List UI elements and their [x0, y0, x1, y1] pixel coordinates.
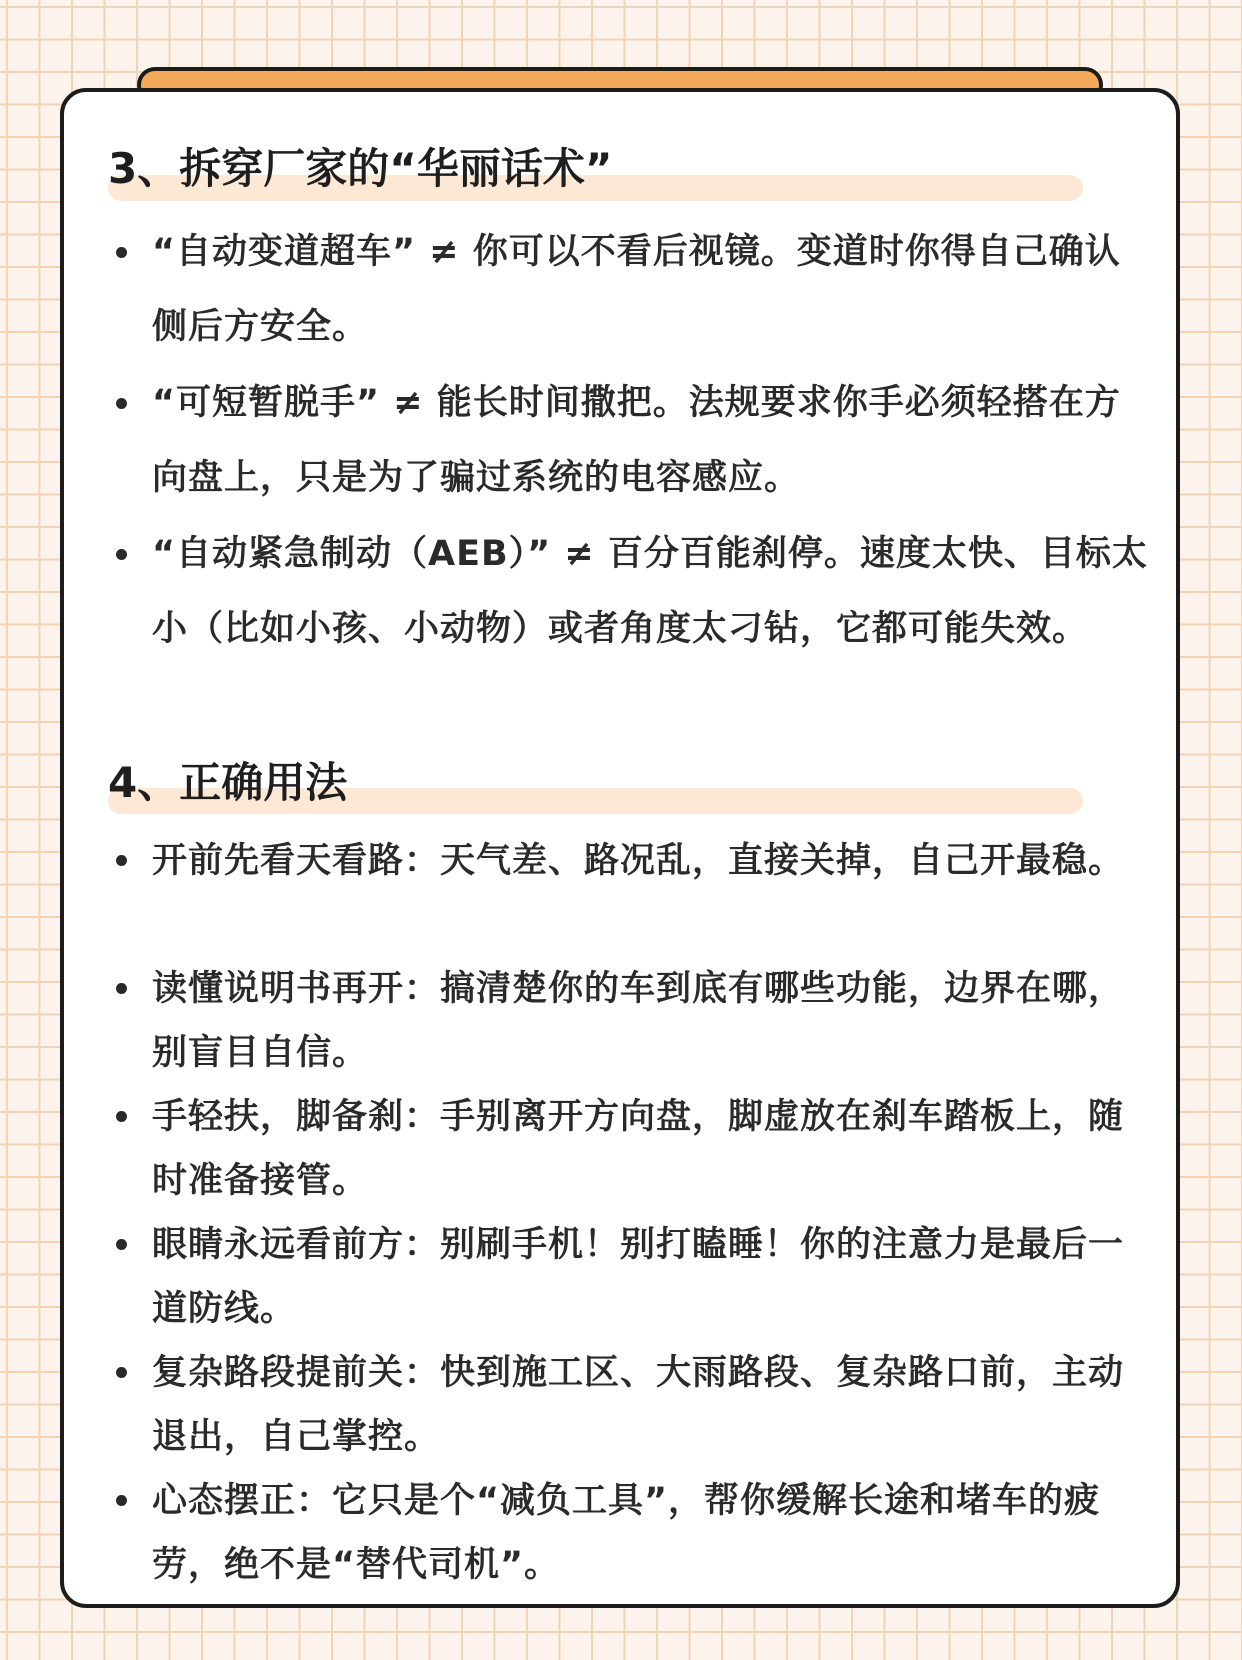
section4-item-2-text: 读懂说明书再开：搞清楚你的车到底有哪些功能，边界在哪，别盲目自信。 — [152, 969, 1125, 1073]
bullet-icon — [116, 1111, 127, 1122]
section3-item-1-text: “自动变道超车” ≠ 你可以不看后视镜。变道时你得自己确认侧后方安全。 — [152, 232, 1121, 347]
section3-item-3-text: “自动紧急制动（AEB）” ≠ 百分百能刹停。速度太快、目标太小（比如小孩、小动物）或者角度太刁钻，它都可能失效。 — [152, 534, 1148, 649]
section4-item-1-text: 开前先看天看路：天气差、路况乱，直接关掉，自己开最稳。 — [152, 841, 1125, 881]
bullet-icon — [116, 549, 127, 560]
section4-item-5-text: 复杂路段提前关：快到施工区、大雨路段、复杂路口前，主动退出，自己掌控。 — [152, 1353, 1125, 1457]
section4-title: 4、正确用法 — [108, 758, 348, 807]
section4-item-3-text: 手轻扶，脚备刹：手别离开方向盘，脚虚放在刹车踏板上，随时准备接管。 — [152, 1097, 1125, 1201]
bullet-icon — [116, 1239, 127, 1250]
bullet-icon — [116, 983, 127, 994]
section3-item-2-text: “可短暂脱手” ≠ 能长时间撒把。法规要求你手必须轻搭在方向盘上，只是为了骗过系统的电容感应。 — [152, 383, 1121, 498]
section4-item-6-text: 心态摆正：它只是个“减负工具”，帮你缓解长途和堵车的疲劳，绝不是“替代司机”。 — [152, 1481, 1101, 1585]
bullet-icon — [116, 1367, 127, 1378]
bullet-icon — [116, 398, 127, 409]
bullet-icon — [116, 1495, 127, 1506]
bullet-icon — [116, 247, 127, 258]
section3-title: 3、拆穿厂家的“华丽话术” — [108, 144, 613, 193]
section4-item-4-text: 眼睛永远看前方：别刷手机！别打瞌睡！你的注意力是最后一道防线。 — [152, 1225, 1125, 1329]
bullet-icon — [116, 855, 127, 866]
